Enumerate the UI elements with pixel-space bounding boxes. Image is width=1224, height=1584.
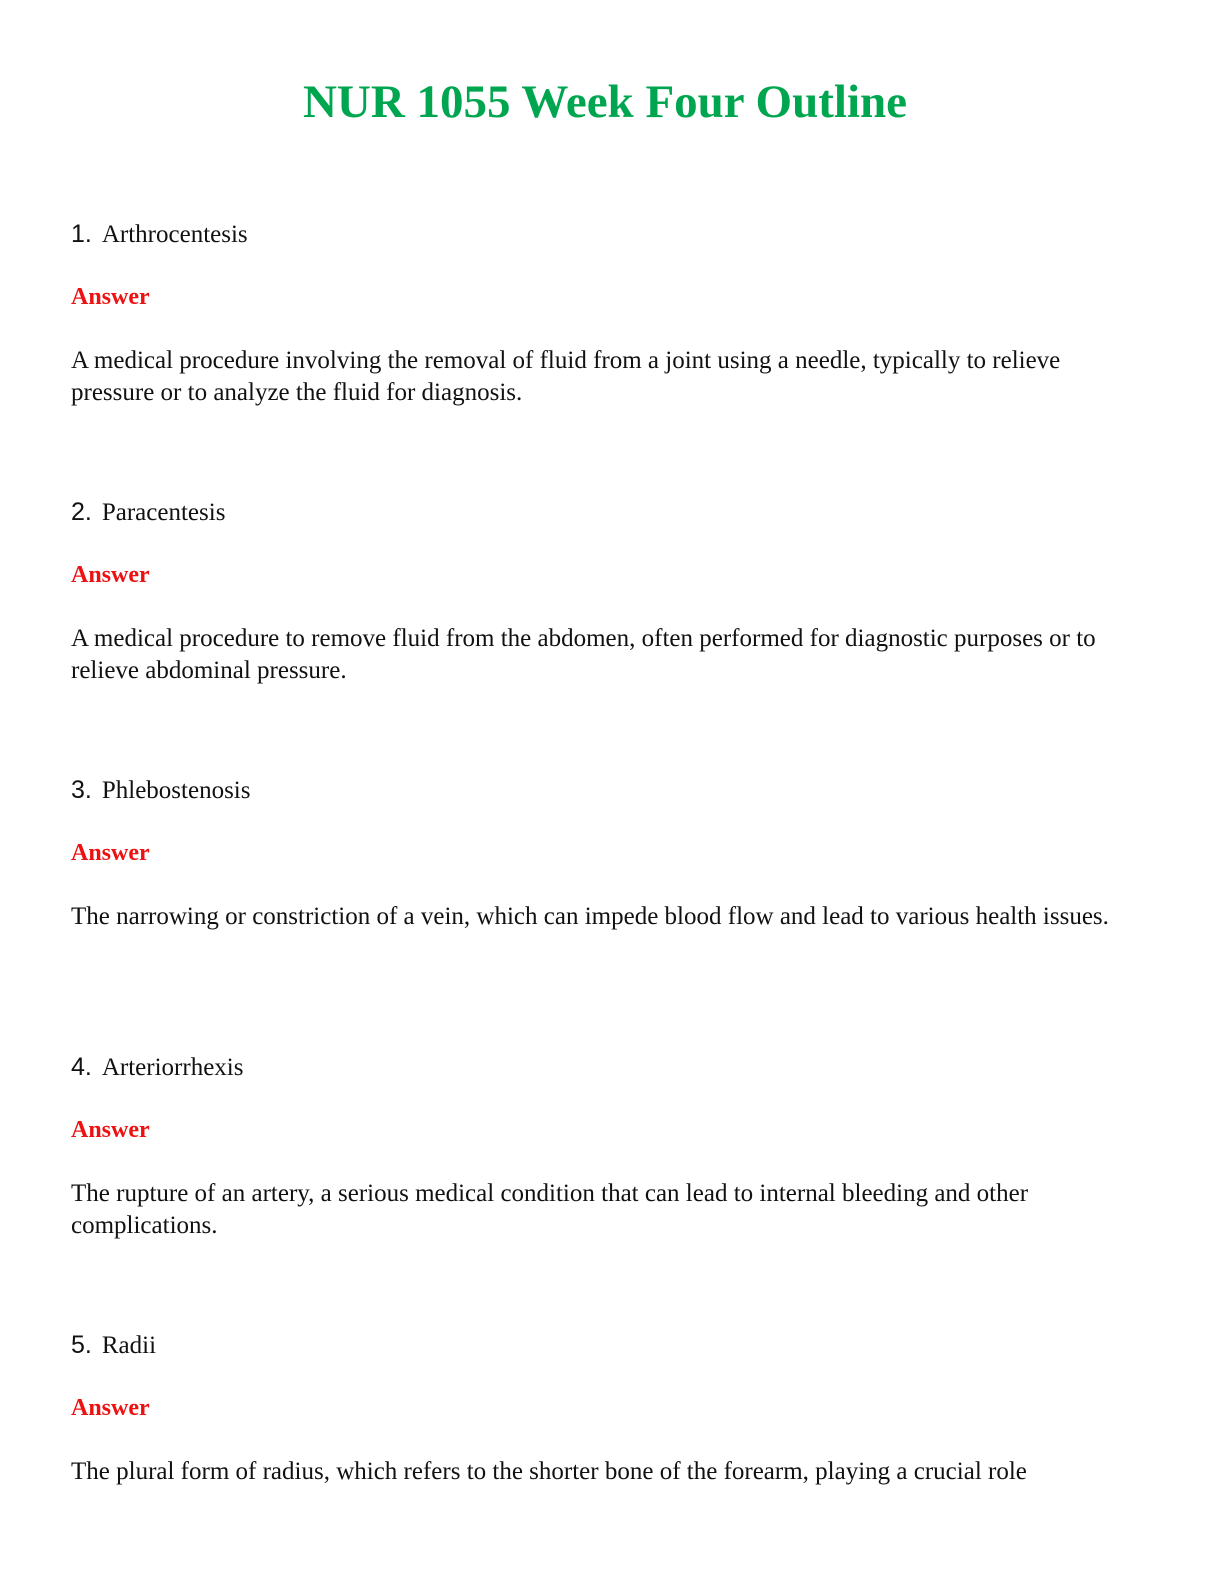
answer-text: A medical procedure involving the removal of fluid from a joint using a needle, typically to relieve pressure or to analyze the fluid for diagnosis.	[71, 347, 1061, 406]
item-number: 5.	[71, 1331, 92, 1359]
answer-label: Answer	[71, 1117, 150, 1143]
answer-text: The plural form of radius, which refers to the shorter bone of the forearm, playing a crucial role	[71, 1458, 1027, 1485]
answer-label: Answer	[71, 562, 150, 588]
item-term: Arthrocentesis	[101, 221, 248, 248]
question-line	[71, 774, 250, 806]
question-line	[71, 1329, 156, 1361]
item-number: 2.	[71, 498, 92, 526]
answer-label: Answer	[71, 840, 150, 866]
item-number: 1.	[71, 220, 92, 248]
item-number: 4.	[71, 1053, 92, 1081]
item-term: Paracentesis	[101, 499, 226, 526]
item-term: Phlebostenosis	[101, 777, 251, 804]
question-line	[71, 496, 225, 528]
item-number: 3.	[71, 776, 92, 804]
question-line	[71, 218, 248, 250]
page-title: NUR 1055 Week Four Outline	[302, 76, 908, 128]
answer-text: The narrowing or constriction of a vein, which can impede blood flow and lead to various health issues.	[71, 903, 1109, 930]
answer-text: A medical procedure to remove fluid from the abdomen, often performed for diagnostic purposes or to relieve abdominal pressure.	[71, 625, 1096, 684]
answer-label: Answer	[71, 284, 150, 310]
answer-text: The rupture of an artery, a serious medical condition that can lead to internal bleeding and other complications.	[71, 1180, 1029, 1239]
item-term: Arteriorrhexis	[101, 1054, 244, 1081]
question-line	[71, 1051, 243, 1083]
answer-label: Answer	[71, 1395, 150, 1421]
item-term: Radii	[101, 1332, 157, 1359]
